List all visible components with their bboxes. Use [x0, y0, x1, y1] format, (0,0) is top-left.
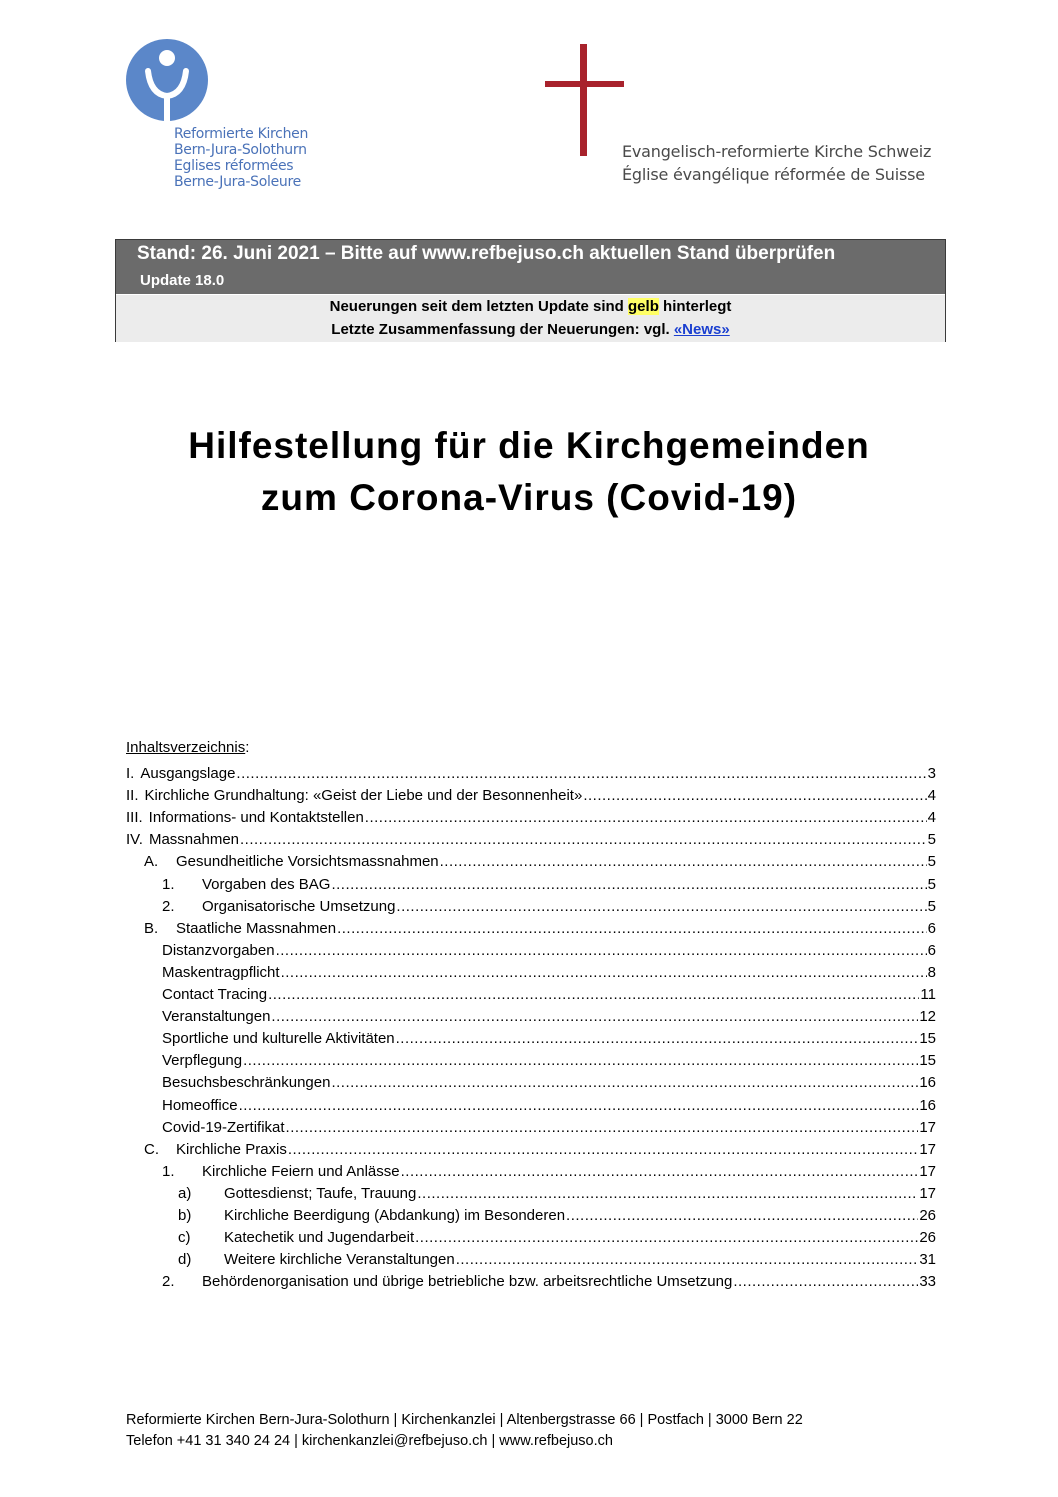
toc-entry-title: Kirchliche Grundhaltung: «Geist der Liebe und der Besonnenheit»: [144, 787, 583, 805]
toc-entry[interactable]: [126, 984, 936, 1006]
toc-entry-title: Besuchsbeschränkungen: [162, 1074, 331, 1092]
toc-entry-title: Staatliche Massnahmen: [176, 919, 337, 937]
news-link[interactable]: «News»: [673, 321, 730, 338]
toc-entry-number: II.: [126, 787, 139, 805]
title-line: Hilfestellung für die Kirchgemeinden: [188, 425, 870, 466]
toc-entry-number: 1.: [162, 1162, 175, 1180]
toc-entry-page: 31: [919, 1251, 936, 1269]
toc-entry-title: Homeoffice: [162, 1096, 238, 1114]
toc-entry-number: C.: [144, 1140, 159, 1158]
toc-dot-leader: [733, 1271, 918, 1293]
logo-left-line: Berne-Jura-Soleure: [174, 174, 301, 190]
toc-entry-number: A.: [144, 853, 159, 871]
toc-entry-page: 33: [919, 1273, 936, 1291]
toc-entry[interactable]: [126, 896, 936, 918]
toc-entry-page: 16: [919, 1096, 936, 1114]
toc-entry-page: 26: [919, 1229, 936, 1247]
toc-dot-leader: [236, 763, 926, 785]
toc-entry-number: 2.: [162, 1273, 175, 1291]
toc-entry-title: Covid-19-Zertifikat: [162, 1118, 285, 1136]
toc-dot-leader: [365, 807, 927, 829]
toc-dot-leader: [456, 1249, 919, 1271]
toc-entry[interactable]: [126, 874, 936, 896]
refbejuso-logo: [126, 39, 208, 121]
logo-left-line: Reformierte Kirchen: [174, 126, 309, 142]
toc-entry[interactable]: [126, 1249, 936, 1271]
toc-entry-number: c): [178, 1229, 191, 1247]
toc-entry-page: 4: [927, 809, 936, 827]
toc-entry[interactable]: [126, 785, 936, 807]
update-version: Update 18.0: [140, 272, 225, 289]
toc-entry-title: Behördenorganisation und übrige betriebliche bzw. arbeitsrechtliche Umsetzung: [202, 1273, 733, 1291]
toc-dot-leader: [440, 851, 927, 873]
toc-entry-page: 11: [920, 986, 936, 1003]
logo-right-line: Evangelisch-reformierte Kirche Schweiz: [622, 142, 932, 161]
toc-entry-page: 5: [927, 853, 936, 871]
toc-entry[interactable]: [126, 807, 936, 829]
toc-entry-title: Gottesdienst; Taufe, Trauung: [224, 1184, 417, 1202]
toc-entry-title: Weitere kirchliche Veranstaltungen: [224, 1251, 455, 1269]
toc-entry-page: 5: [927, 831, 936, 849]
toc-entry[interactable]: [126, 1139, 936, 1161]
toc-dot-leader: [268, 984, 919, 1006]
toc-entry-page: 26: [919, 1207, 936, 1224]
toc-entry[interactable]: [126, 1183, 936, 1205]
toc-entry-title: Kirchliche Feiern und Anlässe: [202, 1162, 400, 1180]
toc-entry-page: 8: [927, 963, 936, 981]
toc-dot-leader: [337, 918, 927, 940]
toc-dot-leader: [276, 940, 927, 962]
toc-entry[interactable]: [126, 1117, 936, 1139]
toc-dot-leader: [288, 1139, 918, 1161]
toc-entry-title: Distanzvorgaben: [162, 941, 275, 959]
toc-entry-page: 4: [927, 787, 936, 805]
toc-dot-leader: [239, 1095, 919, 1117]
toc-entry-title: Contact Tracing: [162, 986, 268, 1003]
cross-icon-bar: [545, 81, 624, 87]
toc-dot-leader: [243, 1050, 918, 1072]
toc-entry-number: III.: [126, 809, 143, 827]
toc-dot-leader: [566, 1205, 918, 1227]
toc-heading-colon: :: [245, 739, 250, 756]
toc-entry-page: 5: [927, 897, 936, 915]
toc-entry-title: Veranstaltungen: [162, 1008, 271, 1026]
logo-left-line: Eglises réformées: [174, 158, 294, 174]
toc-entry[interactable]: [126, 1072, 936, 1094]
toc-entry-title: Ausgangslage: [140, 765, 236, 782]
toc-entry-title: Kirchliche Praxis: [176, 1140, 287, 1158]
status-date: Stand: 26. Juni 2021 – Bitte auf www.refbejuso.ch aktuellen Stand überprüfen: [137, 243, 836, 264]
toc-entry-title: Verpflegung: [162, 1052, 243, 1070]
toc-entry[interactable]: [126, 1006, 936, 1028]
toc-entry-number: d): [178, 1251, 192, 1269]
toc-entry[interactable]: [126, 918, 936, 940]
footer: [126, 1410, 803, 1452]
toc-entry-title: Gesundheitliche Vorsichtsmassnahmen: [176, 853, 439, 871]
toc-entry-page: 12: [919, 1008, 936, 1026]
toc-entry-page: 15: [919, 1030, 936, 1048]
toc-entry-page: 17: [919, 1140, 936, 1158]
toc-entry-title: Maskentragpflicht: [162, 963, 280, 981]
toc-dot-leader: [396, 1028, 919, 1050]
toc-entry-number: I.: [126, 765, 135, 782]
changes-note-text-end: hinterlegt: [658, 298, 732, 315]
toc-dot-leader: [331, 874, 926, 896]
toc-dot-leader: [417, 1183, 918, 1205]
toc-entry-title: Organisatorische Umsetzung: [202, 897, 396, 915]
toc-dot-leader: [401, 1161, 919, 1183]
toc-dot-leader: [396, 896, 926, 918]
toc-entry-number: a): [178, 1184, 192, 1202]
toc-entry-number: 1.: [162, 875, 175, 893]
toc-entry-number: IV.: [126, 831, 143, 849]
toc-entry[interactable]: [126, 1050, 936, 1072]
toc-entry-page: 17: [919, 1162, 936, 1180]
toc-heading-text: Inhaltsverzeichnis: [126, 739, 246, 756]
toc-entry-title: Kirchliche Beerdigung (Abdankung) im Besonderen: [224, 1207, 566, 1224]
news-note: [116, 319, 945, 342]
logo-left-line: Bern-Jura-Solothurn: [174, 142, 307, 158]
toc-entry[interactable]: [126, 940, 936, 962]
changes-note-text: Neuerungen seit dem letzten Update sind: [329, 298, 629, 315]
toc-dot-leader: [331, 1072, 918, 1094]
toc-dot-leader: [240, 829, 927, 851]
toc-heading: [126, 739, 249, 756]
logo-right-line: Église évangélique réformée de Suisse: [622, 165, 925, 184]
footer-address: Reformierte Kirchen Bern-Jura-Solothurn | Kirchenkanzlei | Altenbergstrasse 66 | Postfach | 3000 Bern 22: [126, 1412, 803, 1428]
footer-contact: Telefon +41 31 340 24 24 | kirchenkanzlei@refbejuso.ch | www.refbejuso.ch: [126, 1433, 613, 1449]
toc-entry-title: Massnahmen: [148, 831, 240, 849]
toc-dot-leader: [415, 1227, 918, 1249]
toc-dot-leader: [281, 962, 927, 984]
toc-entry[interactable]: [126, 962, 936, 984]
toc-entry[interactable]: [126, 763, 936, 785]
toc-entry-page: 17: [919, 1184, 936, 1202]
toc-entry-page: 15: [919, 1052, 936, 1070]
toc-entry-number: 2.: [162, 897, 175, 915]
toc-entry-title: Vorgaben des BAG: [202, 875, 331, 893]
toc-entry-page: 3: [927, 765, 936, 782]
toc-entry-title: Informations- und Kontaktstellen: [148, 809, 364, 827]
toc-entry-number: B.: [144, 919, 159, 937]
toc-dot-leader: [583, 785, 926, 807]
highlight-word: gelb: [628, 298, 659, 315]
eks-logo-text: [622, 140, 952, 186]
toc-entry-title: Katechetik und Jugendarbeit: [224, 1229, 415, 1247]
toc-entry[interactable]: [126, 1227, 936, 1249]
toc-entry[interactable]: [126, 1161, 936, 1183]
changes-note: [116, 294, 945, 320]
status-bar: [116, 240, 945, 294]
status-box: [115, 239, 946, 342]
toc-entry[interactable]: [126, 1205, 936, 1227]
toc-entry-page: 16: [919, 1074, 936, 1092]
cross-icon: [580, 44, 587, 156]
news-note-text: Letzte Zusammenfassung der Neuerungen: vgl.: [331, 321, 674, 338]
document-title: [0, 420, 1058, 524]
toc-entry-page: 6: [927, 941, 936, 959]
toc-entry[interactable]: [126, 1095, 936, 1117]
toc-entry[interactable]: [126, 1271, 936, 1293]
toc-entry[interactable]: [126, 829, 936, 851]
refbejuso-figure-icon: [126, 39, 208, 121]
toc-entry-page: 5: [927, 875, 936, 893]
toc-dot-leader: [286, 1117, 919, 1139]
toc-entry-page: 6: [927, 919, 936, 937]
title-line: zum Corona-Virus (Covid-19): [260, 477, 798, 518]
toc-entry[interactable]: [126, 851, 936, 873]
toc-entry-title: Sportliche und kulturelle Aktivitäten: [162, 1030, 395, 1048]
toc-entry-page: 17: [919, 1118, 936, 1136]
toc-dot-leader: [271, 1006, 918, 1028]
toc-entry-number: b): [178, 1207, 192, 1224]
refbejuso-logo-text: [174, 126, 374, 190]
toc-entry[interactable]: [126, 1028, 936, 1050]
